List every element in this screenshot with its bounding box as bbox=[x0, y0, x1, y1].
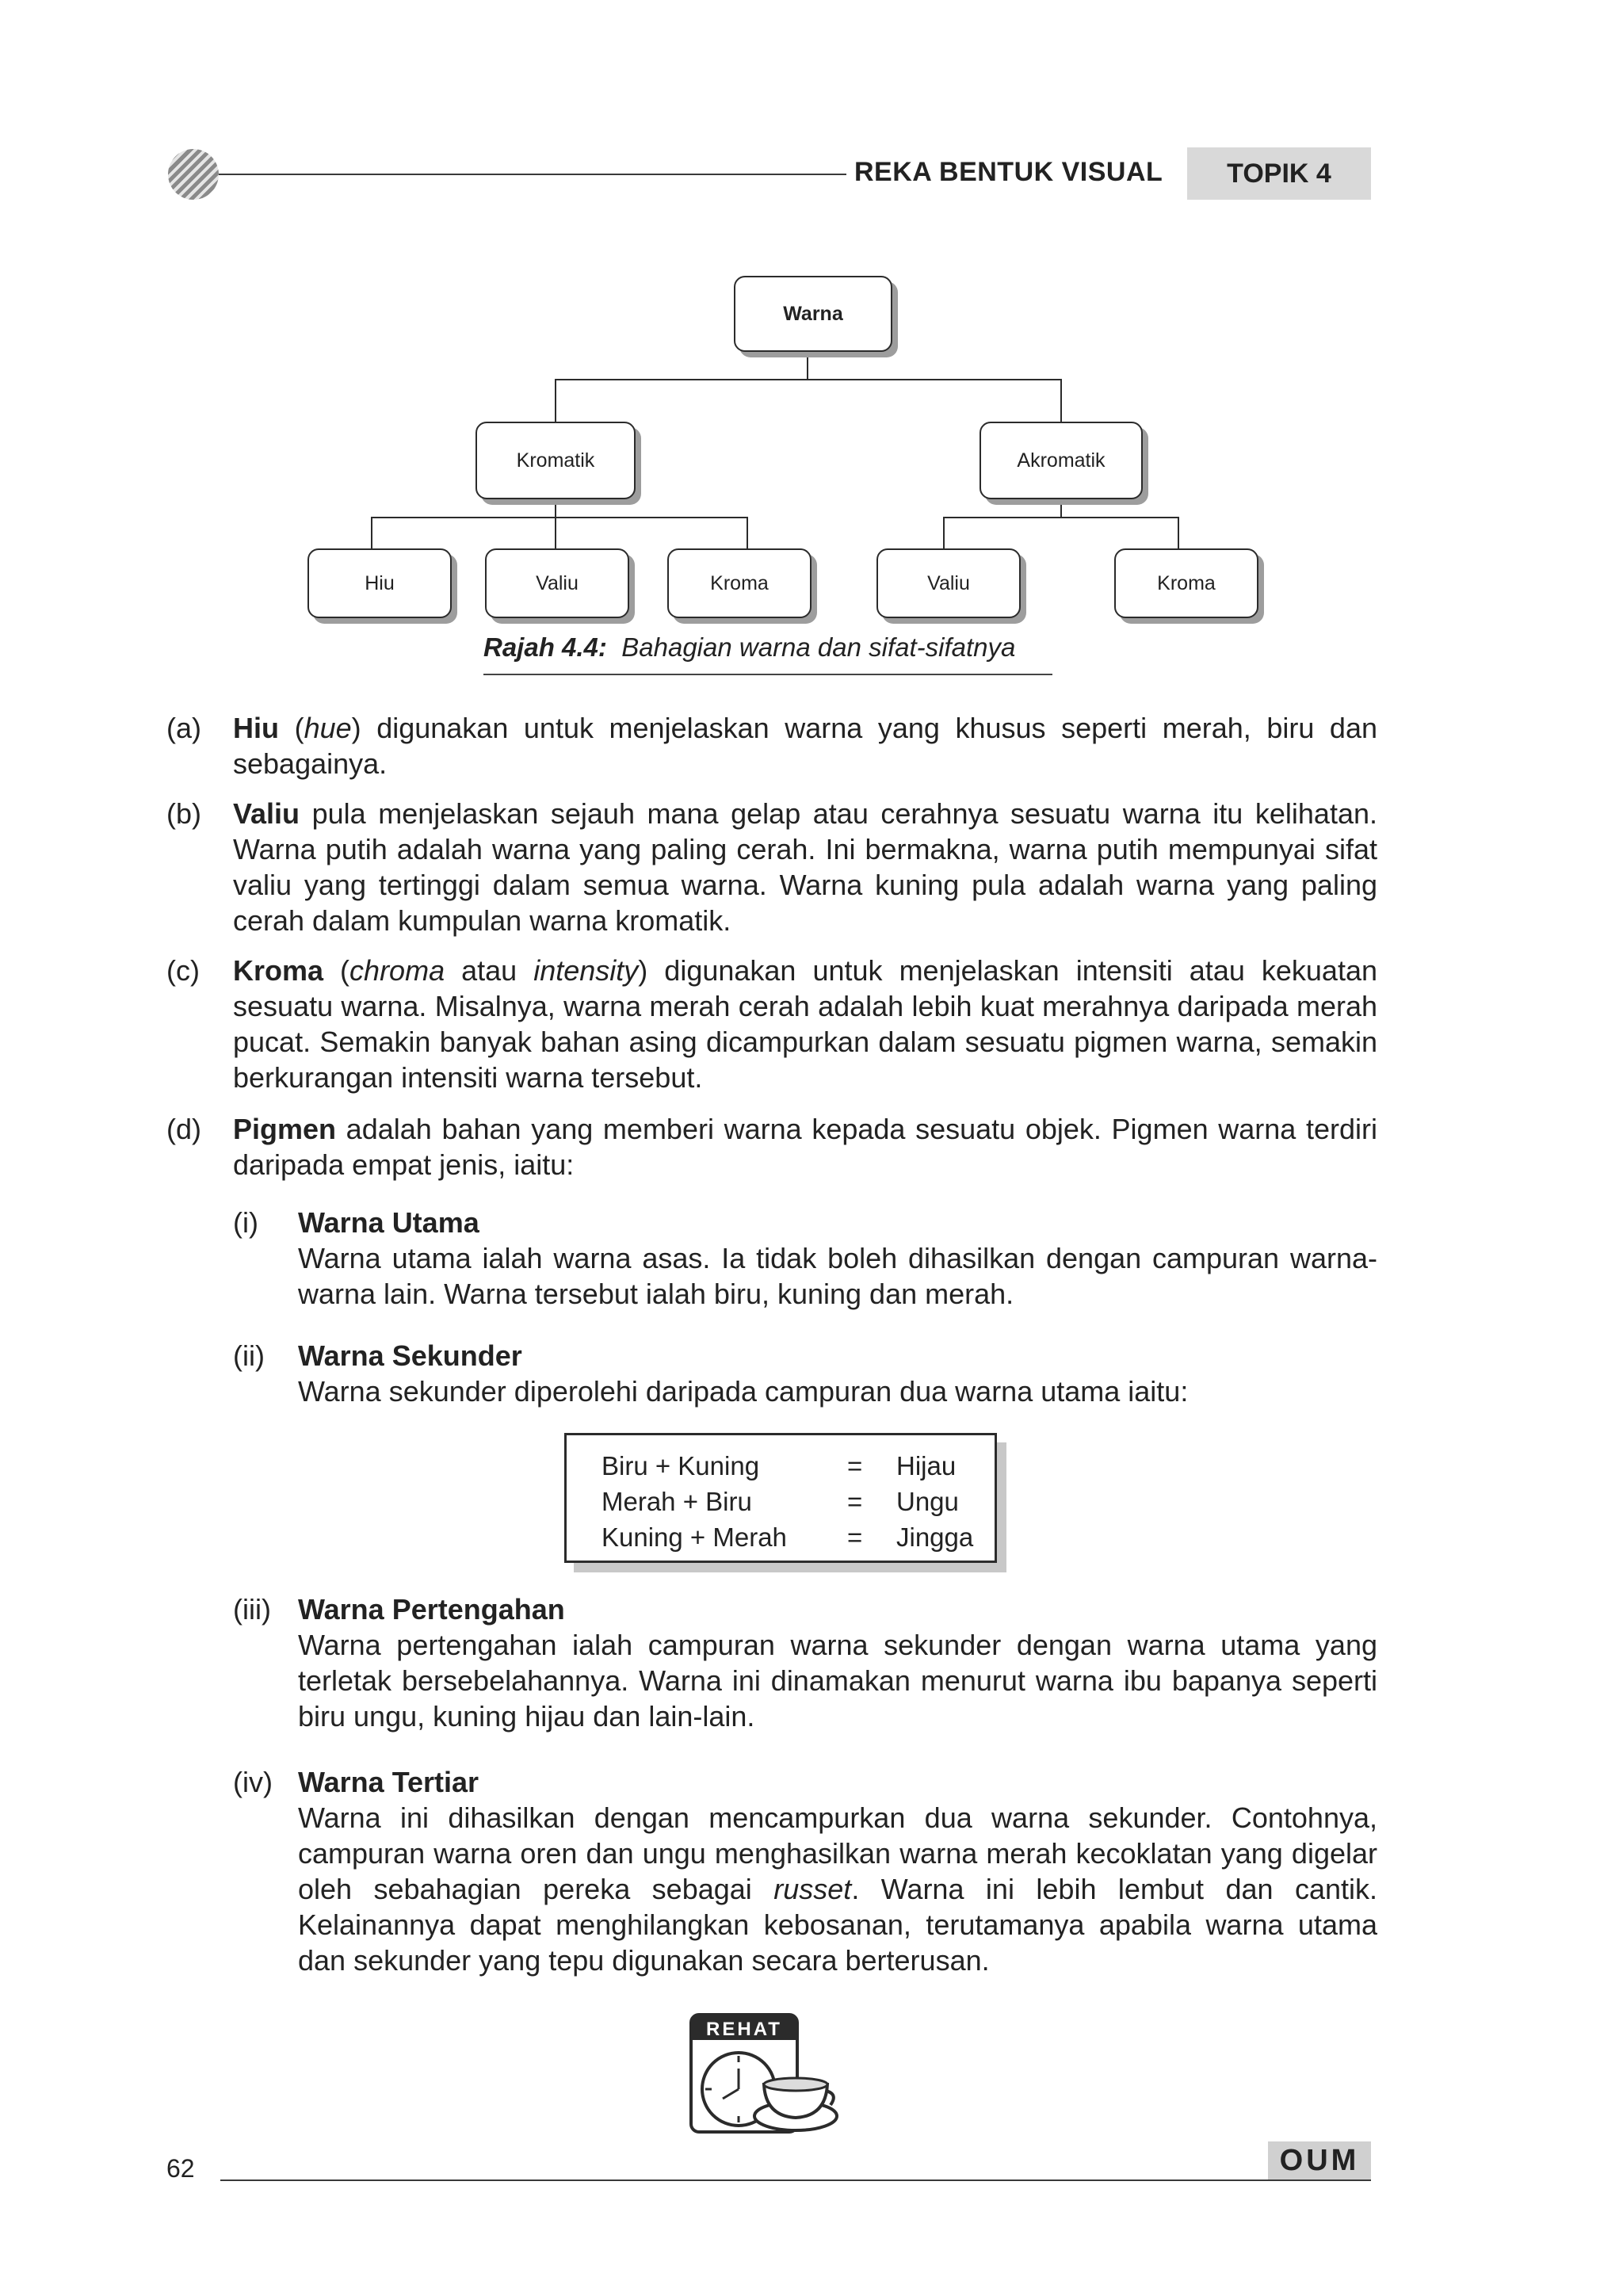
node-kroma-akromatik: Kroma bbox=[1114, 548, 1258, 618]
subitem-i-text: Warna utama ialah warna asas. Ia tidak boleh dihasilkan dengan campuran warna-warna lain. Warna tersebut ialah biru, kuning dan merah. bbox=[298, 1242, 1377, 1310]
connector bbox=[371, 517, 748, 518]
header-rule bbox=[219, 174, 846, 175]
subitem-ii-title: Warna Sekunder bbox=[298, 1339, 522, 1372]
connector bbox=[1178, 517, 1179, 548]
item-c-term: Kroma bbox=[233, 954, 324, 987]
subitem-iv-text-before: Warna ini dihasilkan dengan mencampurkan dua warna sekunder. Contohnya, campuran warna oren dan ungu menghasilkan warna merah kecoklatan yang digelar oleh sebahagian pereka sebagai bbox=[298, 1801, 1377, 1905]
item-c-alt2: intensity bbox=[533, 954, 639, 987]
item-c bbox=[233, 953, 1377, 1095]
connector bbox=[807, 349, 808, 380]
node-akromatik: Akromatik bbox=[980, 422, 1143, 499]
caption-text: Bahagian warna dan sifat-sifatnya bbox=[621, 632, 1016, 662]
node-valiu-kromatik: Valiu bbox=[485, 548, 629, 618]
item-b-term: Valiu bbox=[233, 797, 300, 830]
mix-result: Ungu bbox=[896, 1487, 959, 1516]
connector bbox=[1060, 379, 1062, 422]
item-a-paren: ( bbox=[279, 712, 304, 744]
logo-icon bbox=[168, 149, 219, 200]
connector bbox=[943, 517, 945, 548]
node-hiu: Hiu bbox=[307, 548, 452, 618]
connector bbox=[555, 517, 556, 548]
subitem-iv bbox=[298, 1764, 1377, 1978]
subitem-marker-ii: (ii) bbox=[233, 1339, 265, 1372]
table-row bbox=[567, 1451, 995, 1487]
rehat-break-icon bbox=[686, 2011, 840, 2141]
mix-eq: = bbox=[847, 1522, 863, 1552]
item-a-term: Hiu bbox=[233, 712, 279, 744]
page-number: 62 bbox=[166, 2154, 195, 2183]
topic-badge: TOPIK 4 bbox=[1187, 147, 1371, 200]
footer-rule bbox=[220, 2179, 1371, 2181]
item-b-text: pula menjelaskan sejauh mana gelap atau cerahnya sesuatu warna itu kelihatan. Warna putih adalah warna yang paling cerah. Ini bermakna, warna putih mempunyai sifat valiu yang tertinggi dalam semua warna. Warna kuning pula adalah warna yang paling cerah dalam kumpulan warna kromatik. bbox=[233, 797, 1377, 937]
subitem-iv-text bbox=[298, 1800, 1377, 1978]
connector bbox=[1060, 496, 1062, 518]
item-d-term: Pigmen bbox=[233, 1113, 337, 1145]
subitem-iii-text: Warna pertengahan ialah campuran warna sekunder dengan warna utama yang terletak bersebelahannya. Warna ini dinamakan menurut warna ibu bapanya seperti biru ungu, kuning hijau dan lain-lain. bbox=[298, 1629, 1377, 1733]
subitem-marker-iii: (iii) bbox=[233, 1593, 271, 1626]
item-d bbox=[233, 1111, 1377, 1182]
connector bbox=[747, 517, 748, 548]
running-title: REKA BENTUK VISUAL bbox=[854, 157, 1163, 187]
item-a-text: ) digunakan untuk menjelaskan warna yang khusus seperti merah, biru dan sebagainya. bbox=[233, 712, 1377, 780]
subitem-iv-text-after: . Warna ini lebih lembut dan cantik. Kelainannya dapat menghilangkan kebosanan, terutamanya apabila warna utama dan sekunder yang tepu digunakan secara berterusan. bbox=[298, 1873, 1378, 1977]
subitem-iv-term: russet bbox=[773, 1873, 852, 1905]
mix-combo: Kuning + Merah bbox=[601, 1522, 787, 1552]
node-kromatik: Kromatik bbox=[475, 422, 636, 499]
connector bbox=[371, 517, 372, 548]
node-warna: Warna bbox=[734, 276, 892, 352]
subitem-i-title: Warna Utama bbox=[298, 1206, 479, 1239]
mix-combo: Biru + Kuning bbox=[601, 1451, 760, 1480]
connector bbox=[555, 496, 556, 518]
item-a bbox=[233, 710, 1377, 781]
table-row bbox=[567, 1487, 995, 1522]
subitem-ii bbox=[298, 1338, 1377, 1409]
node-valiu-akromatik: Valiu bbox=[876, 548, 1021, 618]
subitem-iii-title: Warna Pertengahan bbox=[298, 1593, 565, 1626]
mix-eq: = bbox=[847, 1451, 863, 1480]
item-c-mid: atau bbox=[445, 954, 534, 987]
mix-result: Hijau bbox=[896, 1451, 957, 1480]
item-marker-b: (b) bbox=[166, 797, 201, 830]
table-row bbox=[567, 1522, 995, 1558]
item-a-alt: hue bbox=[304, 712, 352, 744]
mix-eq: = bbox=[847, 1487, 863, 1516]
secondary-color-table bbox=[564, 1433, 997, 1563]
caption-rule bbox=[483, 674, 1052, 675]
clock-coffee-cup-icon bbox=[686, 2011, 840, 2141]
subitem-marker-i: (i) bbox=[233, 1206, 258, 1239]
subitem-i bbox=[298, 1205, 1377, 1312]
item-marker-c: (c) bbox=[166, 954, 200, 987]
caption-label: Rajah 4.4: bbox=[483, 632, 607, 662]
subitem-ii-text: Warna sekunder diperolehi daripada campuran dua warna utama iaitu: bbox=[298, 1375, 1189, 1408]
item-c-paren: ( bbox=[323, 954, 350, 987]
item-c-alt1: chroma bbox=[349, 954, 445, 987]
node-kroma-kromatik: Kroma bbox=[667, 548, 812, 618]
mix-combo: Merah + Biru bbox=[601, 1487, 752, 1516]
subitem-marker-iv: (iv) bbox=[233, 1766, 273, 1798]
item-c-text: ) digunakan untuk menjelaskan intensiti atau kekuatan sesuatu warna. Misalnya, warna merah cerah adalah lebih kuat merahnya daripada merah pucat. Semakin banyak bahan asing dicampurkan dalam sesuatu pigmen warna, semakin berkurangan intensiti warna tersebut. bbox=[233, 954, 1377, 1094]
mix-result: Jingga bbox=[896, 1522, 974, 1552]
rehat-label: REHAT bbox=[706, 2019, 782, 2040]
item-marker-d: (d) bbox=[166, 1113, 201, 1145]
connector bbox=[943, 517, 1179, 518]
figure-caption bbox=[483, 632, 1015, 663]
item-marker-a: (a) bbox=[166, 712, 201, 744]
connector bbox=[555, 379, 1062, 380]
connector bbox=[555, 379, 556, 422]
item-d-text: adalah bahan yang memberi warna kepada sesuatu objek. Pigmen warna terdiri daripada empat jenis, iaitu: bbox=[233, 1113, 1377, 1181]
oum-logo: OUM bbox=[1268, 2141, 1371, 2179]
subitem-iii bbox=[298, 1591, 1377, 1734]
subitem-iv-title: Warna Tertiar bbox=[298, 1766, 479, 1798]
item-b bbox=[233, 796, 1377, 938]
